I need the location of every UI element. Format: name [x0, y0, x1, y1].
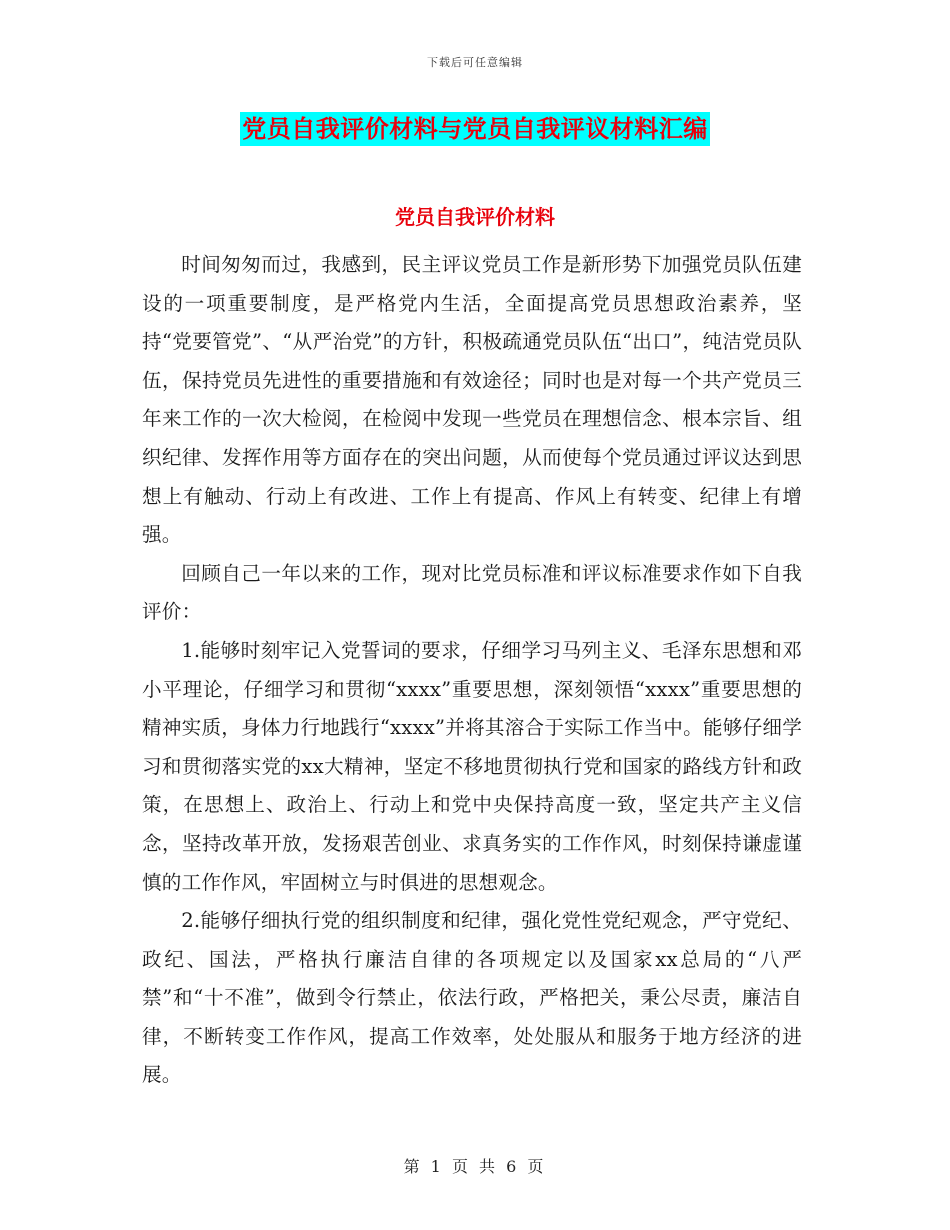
paragraph: 时间匆匆而过，我感到，民主评议党员工作是新形势下加强党员队伍建设的一项重要制度，是严格党内生活，全面提高党员思想政治素养，坚持“党要管党”、“从严治党”的方针，积极疏通党员队伍“出口”，纯洁党员队伍，保持党员先进性的重要措施和有效途径；同时也是对每一个共产党员三年来工作的一次大检阅，在检阅中发现一些党员在理想信念、根本宗旨、组织纪律、发挥作用等方面存在的突出问题，从而使每个党员通过评议达到思想上有触动、行动上有改进、工作上有提高、作风上有转变、纪律上有增强。: [142, 253, 802, 547]
paragraph: 回顾自己一年以来的工作，现对比党员标准和评议标准要求作如下自我评价：: [142, 561, 802, 624]
paragraph: 1.能够时刻牢记入党誓词的要求，仔细学习马列主义、毛泽东思想和邓小平理论，仔细学习和贯彻“xxxx”重要思想，深刻领悟“xxxx”重要思想的精神实质，身体力行地践行“xxxx”并将其溶合于实际工作当中。能够仔细学习和贯彻落实党的xx大精神，坚定不移地贯彻执行党和国家的路线方针和政策，在思想上、政治上、行动上和党中央保持高度一致，坚定共产主义信念，坚持改革开放，发扬艰苦创业、求真务实的工作作风，时刻保持谦虚谨慎的工作作风，牢固树立与时俱进的思想观念。: [142, 638, 802, 894]
page-number-footer: 第 1 页 共 6 页: [403, 1157, 547, 1176]
section-title: 党员自我评价材料: [395, 205, 555, 229]
main-title-container: [0, 112, 950, 146]
document-body: [142, 246, 802, 1095]
main-title: 党员自我评价材料与党员自我评议材料汇编: [240, 112, 710, 146]
page-header-note: 下载后可任意编辑: [427, 56, 523, 69]
paragraph: 2.能够仔细执行党的组织制度和纪律，强化党性党纪观念，严守党纪、政纪、国法，严格执行廉洁自律的各项规定以及国家xx总局的“八严禁”和“十不准”，做到令行禁止，依法行政，严格把关，秉公尽责，廉洁自律，不断转变工作作风，提高工作效率，处处服从和服务于地方经济的进展。: [142, 909, 802, 1087]
